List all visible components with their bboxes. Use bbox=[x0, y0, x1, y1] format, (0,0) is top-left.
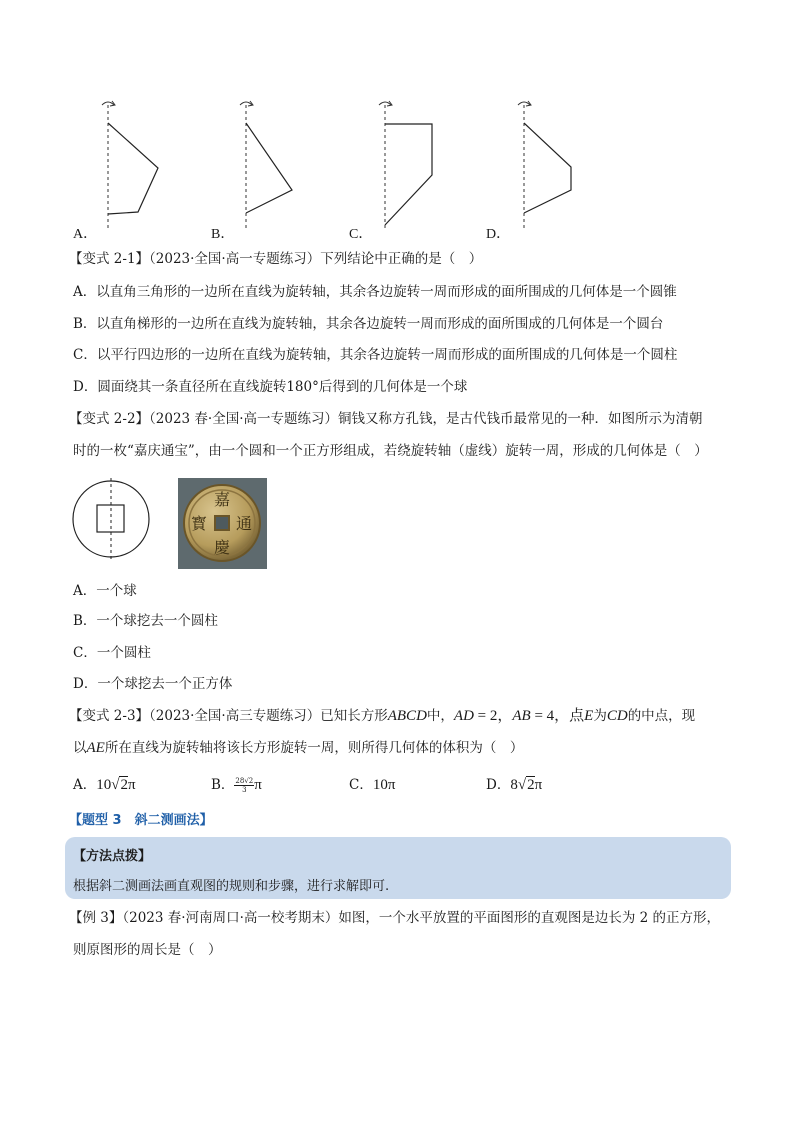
q23-option-b-fraction: $\frac{28√2}{3}$ bbox=[235, 777, 254, 794]
q21-option-b: B．以直角梯形的一边所在直线为旋转轴，其余各边旋转一周而形成的面所围成的几何体是一个圆台 bbox=[73, 316, 664, 332]
figure-label-d: D． bbox=[486, 227, 511, 242]
q22-option-b: B．一个球挖去一个圆柱 bbox=[73, 613, 218, 629]
q23-option-d: D．8√2π bbox=[486, 777, 543, 793]
figure-d bbox=[518, 101, 571, 230]
q22-stem-line2: 时的一枚“嘉庆通宝”，由一个圆和一个正方形组成，若绕旋转轴（虚线）旋转一周，形成的几何体是（ ） bbox=[73, 443, 708, 459]
q22-option-a: A．一个球 bbox=[73, 583, 137, 599]
method-text: 根据斜二测画法画直观图的规则和步骤，进行求解即可. bbox=[73, 879, 390, 894]
figure-b bbox=[240, 101, 292, 230]
q21-option-d: D．圆面绕其一条直径所在直线旋转180°后得到的几何体是一个球 bbox=[73, 379, 468, 395]
figure-c bbox=[379, 101, 432, 230]
q23-stem-line1: 【变式 2-3】（2023·全国·高三专题练习）已知长方形ABCD中，AD = 2，AB = 4，点E为CD的中点，现 bbox=[69, 708, 696, 724]
q22-option-c: C．一个圆柱 bbox=[73, 645, 151, 661]
method-box bbox=[65, 837, 731, 899]
figure-a bbox=[102, 101, 158, 230]
ex3-line1: 【例 3】（2023 春·河南周口·高一校考期末）如图，一个水平放置的平面图形的直观图是边长为 2 的正方形， bbox=[69, 910, 721, 926]
rotation-figures bbox=[60, 95, 600, 245]
q21-option-a: A．以直角三角形的一边所在直线为旋转轴，其余各边旋转一周而形成的面所围成的几何体是一个圆锥 bbox=[73, 284, 677, 300]
ex3-line2: 则原图形的周长是（ ） bbox=[73, 942, 222, 958]
coin-char-left: 寳 bbox=[191, 514, 208, 533]
q23-option-c: C．10π bbox=[349, 777, 396, 793]
coin-char-bottom: 慶 bbox=[214, 538, 231, 557]
coin-diagram bbox=[70, 478, 152, 560]
figure-label-b: B． bbox=[211, 227, 235, 242]
q23-option-a: A．10√2π bbox=[73, 777, 136, 793]
section3-title: 【题型 3 斜二测画法】 bbox=[69, 813, 213, 828]
q21-option-c: C．以平行四边形的一边所在直线为旋转轴，其余各边旋转一周而形成的面所围成的几何体是一个圆柱 bbox=[73, 347, 678, 363]
figure-label-a: A． bbox=[73, 227, 98, 242]
figure-label-c: C． bbox=[349, 227, 373, 242]
method-title: 【方法点拨】 bbox=[73, 849, 152, 864]
coin-photo bbox=[178, 478, 267, 569]
q23-option-b: B． $\frac{28√2}{3}$ π bbox=[211, 777, 262, 794]
q21-stem: 【变式 2-1】（2023·全国·高一专题练习）下列结论中正确的是（ ） bbox=[69, 251, 483, 267]
q23-stem-line2: 以AE所在直线为旋转轴将该长方形旋转一周，则所得几何体的体积为（ ） bbox=[73, 740, 524, 756]
q22-stem-line1: 【变式 2-2】（2023 春·全国·高一专题练习）铜钱又称方孔钱，是古代钱币最常见的一种．如图所示为清朝 bbox=[69, 411, 703, 427]
q22-option-d: D．一个球挖去一个正方体 bbox=[73, 676, 233, 692]
coin-char-right: 通 bbox=[236, 514, 253, 533]
coin-char-top: 嘉 bbox=[214, 490, 231, 509]
